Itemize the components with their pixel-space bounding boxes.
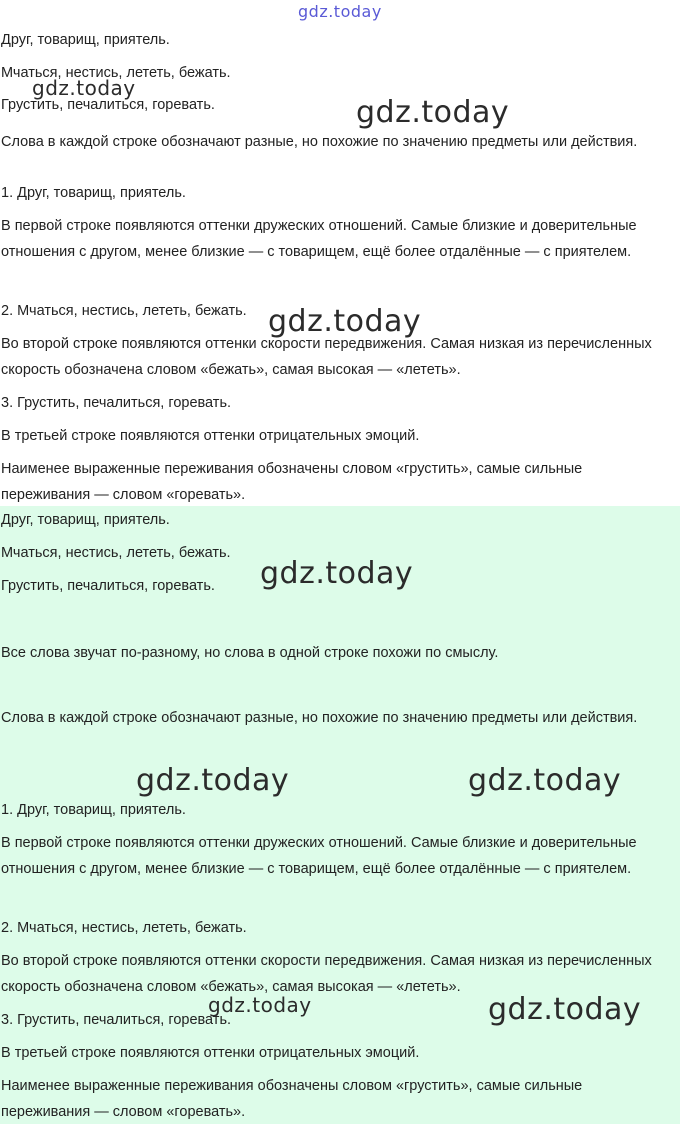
text-paragraph: Во второй строке появляются оттенки скорости передвижения. Самая низкая из перечисленных скорость обозначена словом «бежать», самая высокая — «лететь». <box>1 336 652 378</box>
text-line: Друг, товарищ, приятель. <box>1 512 170 528</box>
watermark-logo: gdz.today <box>260 556 414 591</box>
item-heading: 1. Друг, товарищ, приятель. <box>1 185 186 201</box>
text-paragraph: Слова в каждой строке обозначают разные, но похожие по значению предметы или действия. <box>1 710 638 726</box>
text-paragraph: Наименее выраженные переживания обозначены словом «грустить», самые сильные переживания — словом «горевать». <box>1 1078 583 1120</box>
text-paragraph: В первой строке появляются оттенки дружеских отношений. Самые близкие и доверительные отношения с другом, менее близкие — с товарищем, ещё более отдалённые — с приятелем. <box>1 835 637 877</box>
text-paragraph: В третьей строке появляются оттенки отрицательных эмоций. <box>1 428 420 444</box>
watermark-logo: gdz.today <box>208 993 312 1017</box>
watermark-logo: gdz.today <box>32 76 136 100</box>
text-paragraph: Наименее выраженные переживания обозначены словом «грустить», самые сильные переживания — словом «горевать». <box>1 461 583 503</box>
text-line: Мчаться, нестись, лететь, бежать. <box>1 65 231 81</box>
watermark-logo: gdz.today <box>298 2 382 21</box>
text-line: Грустить, печалиться, горевать. <box>1 97 215 113</box>
text-paragraph: В первой строке появляются оттенки дружеских отношений. Самые близкие и доверительные отношения с другом, менее близкие — с товарищем, ещё более отдалённые — с приятелем. <box>1 218 637 260</box>
item-heading: 2. Мчаться, нестись, лететь, бежать. <box>1 920 247 936</box>
item-heading: 3. Грустить, печалиться, горевать. <box>1 1012 232 1028</box>
text-line: Друг, товарищ, приятель. <box>1 32 170 48</box>
watermark-logo: gdz.today <box>488 992 642 1027</box>
item-heading: 3. Грустить, печалиться, горевать. <box>1 395 232 411</box>
item-heading: 1. Друг, товарищ, приятель. <box>1 802 186 818</box>
watermark-logo: gdz.today <box>136 763 290 798</box>
watermark-logo: gdz.today <box>268 304 422 339</box>
text-line: Грустить, печалиться, горевать. <box>1 578 215 594</box>
text-paragraph: В третьей строке появляются оттенки отрицательных эмоций. <box>1 1045 420 1061</box>
text-paragraph: Слова в каждой строке обозначают разные, но похожие по значению предметы или действия. <box>1 134 638 150</box>
watermark-logo: gdz.today <box>356 95 510 130</box>
text-paragraph: Во второй строке появляются оттенки скорости передвижения. Самая низкая из перечисленных скорость обозначена словом «бежать», самая высокая — «лететь». <box>1 953 652 995</box>
text-line: Мчаться, нестись, лететь, бежать. <box>1 545 231 561</box>
item-heading: 2. Мчаться, нестись, лететь, бежать. <box>1 303 247 319</box>
watermark-logo: gdz.today <box>468 763 622 798</box>
text-paragraph: Все слова звучат по-разному, но слова в одной строке похожи по смыслу. <box>1 645 499 661</box>
